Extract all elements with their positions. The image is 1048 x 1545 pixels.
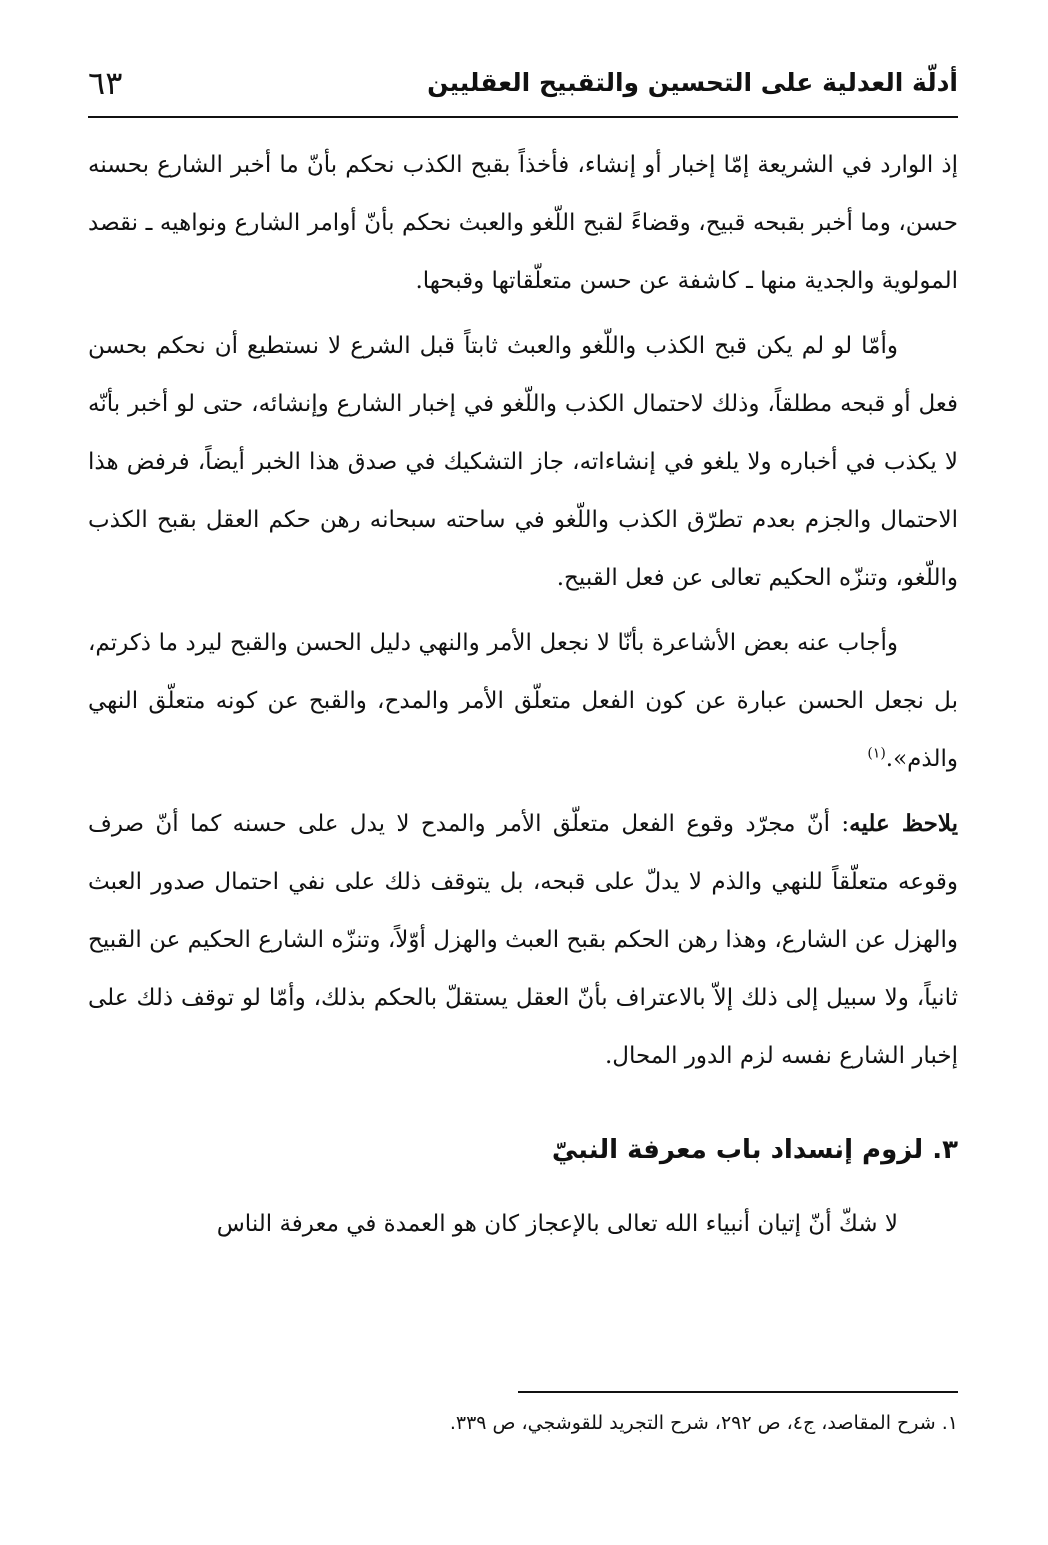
paragraph-4-text: : أنّ مجرّد وقوع الفعل متعلّق الأمر والمدح لا يدل على حسنه كما أنّ صرف وقوعه متعلّقاً للنهي والذم لا يدلّ على قبحه، بل يتوقف ذلك على نفي احتمال صدور العبث والهزل عن الشارع، وهذا رهن الحكم بقبح العبث والهزل أوّلاً، وتنزّه الشارع الحكيم عن القبيح ثانياً، ولا سبيل إلى ذلك إلاّ بالاعتراف بأنّ العقل يستقلّ بالحكم بذلك، وأمّا لو توقف ذلك على إخبار الشارع نفسه لزم الدور المحال.: [88, 811, 958, 1069]
book-page: [88, 48, 958, 1545]
body-text: [88, 136, 958, 1253]
paragraph-2: وأمّا لو لم يكن قبح الكذب واللّغو والعبث ثابتاً قبل الشرع لا نستطيع أن نحكم بحسن فعل أو قبحه مطلقاً، وذلك لاحتمال الكذب واللّغو في إخبار الشارع وإنشائه، حتى لو أخبر بأنّه لا يكذب في أخباره ولا يلغو في إنشاءاته، جاز التشكيك في صدق هذا الخبر أيضاً، فرفض هذا الاحتمال والجزم بعدم تطرّق الكذب واللّغو في ساحته سبحانه رهن حكم العقل بقبح الكذب واللّغو، وتنزّه الحكيم تعالى عن فعل القبيح.: [88, 333, 958, 591]
page-number: ٦٣: [88, 64, 123, 102]
paragraph-5: لا شكّ أنّ إتيان أنبياء الله تعالى بالإعجاز كان هو العمدة في معرفة الناس: [216, 1211, 898, 1237]
paragraph-1: إذ الوارد في الشريعة إمّا إخبار أو إنشاء، فأخذاً بقبح الكذب نحكم بأنّ ما أخبر الشارع بحسنه حسن، وما أخبر بقبحه قبيح، وقضاءً لقبح اللّغو والعبث نحكم بأنّ أوامر الشارع ونواهيه ـ نقصد المولوية والجدية منها ـ كاشفة عن حسن متعلّقاتها وقبحها.: [88, 152, 958, 294]
paragraph-4: [88, 795, 958, 1085]
paragraph-4-lead: يلاحظ عليه: [849, 810, 958, 837]
header-rule: [88, 116, 958, 118]
paragraph-3-text: وأجاب عنه بعض الأشاعرة بأنّا لا نجعل الأمر والنهي دليل الحسن والقبح ليرد ما ذكرتم، بل نجعل الحسن عبارة عن كون الفعل متعلّق الأمر والمدح، والقبح عن كونه متعلّق النهي والذم».: [88, 630, 958, 772]
footnote: ١. شرح المقاصد، ج٤، ص ٢٩٢، شرح التجريد للقوشجي، ص ٣٣٩.: [449, 1412, 958, 1434]
section-heading: ٣. لزوم إنسداد باب معرفة النبيّ: [551, 1135, 958, 1165]
running-title: أدلّة العدلية على التحسين والتقبيح العقليين: [427, 68, 958, 97]
footnote-reference: (١): [867, 745, 886, 762]
running-header: [88, 48, 958, 112]
paragraph-3: [88, 614, 958, 788]
footnote-rule: [518, 1391, 958, 1393]
